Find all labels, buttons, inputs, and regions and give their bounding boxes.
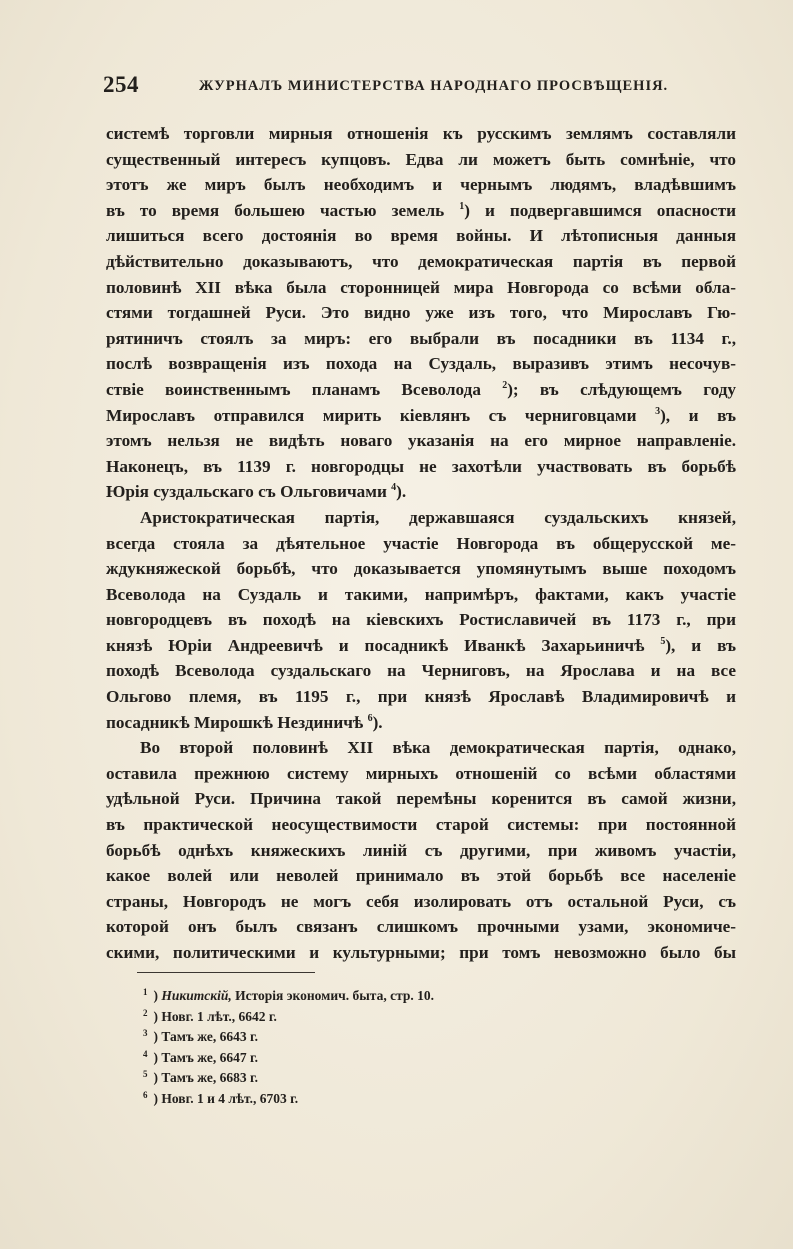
text-line (106, 710, 736, 736)
text-line: системѣ торговли мирныя отношенія къ русскимъ землямъ составляли (106, 124, 736, 143)
footnote-divider (137, 972, 315, 973)
footnote-text: Тамъ же, 6647 г. (161, 1049, 258, 1065)
text-span: ). (372, 712, 383, 732)
text-line: дѣйствительно доказываютъ, что демократическая партія въ первой (106, 251, 736, 271)
text-line (106, 633, 736, 659)
text-line: скими, политическими и культурными; при томъ невозможно было бы (106, 943, 736, 962)
text-line: новгородцевъ въ походѣ на кіевскихъ Ростиславичей въ 1173 г., при (106, 610, 736, 630)
text-line (106, 403, 736, 429)
text-span: Мирославъ отправился мирить кіевлянъ съ черниговцами (106, 405, 656, 425)
text-line: въ практической неосуществимости старой системы: при постоянной (106, 815, 736, 835)
footnote-ref[interactable]: 2 (502, 379, 508, 391)
footnote-ref[interactable]: 4 (391, 482, 397, 494)
footnote (143, 1064, 603, 1085)
footnote-text: Тамъ же, 6683 г. (161, 1070, 258, 1085)
footnote-text: Новг. 1 лѣт., 6642 г. (161, 1008, 277, 1024)
text-span: ), и въ (665, 635, 736, 655)
footnote-paren: ) (153, 1090, 158, 1106)
footnote-paren: ) (153, 1008, 158, 1024)
footnote-author: Никитскій, (161, 988, 232, 1003)
footnote-number: 1 (143, 987, 148, 997)
footnote (143, 1085, 603, 1106)
footnote-ref[interactable]: 6 (367, 712, 373, 724)
text-span: ); въ слѣдующемъ году (507, 379, 736, 399)
text-line: лишиться всего достоянія во время войны. И лѣтописныя данныя (106, 226, 736, 246)
text-line: которой онъ былъ связанъ слишкомъ прочными узами, экономиче- (106, 917, 736, 937)
footnote-number: 4 (143, 1048, 148, 1059)
text-line: Аристократическая партія, державшаяся суздальскихъ князей, (140, 507, 736, 527)
footnote-paren: ) (153, 988, 158, 1003)
text-line: Во второй половинѣ XII вѣка демократическая партія, однако, (140, 738, 736, 758)
text-line: половинѣ XII вѣка была сторонницей мира Новгорода со всѣми обла- (106, 277, 736, 297)
text-line: походѣ Всеволода суздальскаго на Черниговъ, на Ярослава и на все (106, 661, 736, 681)
footnote (143, 1023, 603, 1044)
footnote-ref[interactable]: 3 (655, 405, 661, 417)
footnote-number: 3 (143, 1028, 148, 1038)
body-text (106, 121, 736, 966)
text-line (106, 377, 736, 403)
text-line: оставила прежнюю систему мирныхъ отношеній со всѣми областями (106, 763, 736, 783)
text-span: ствіе воинственнымъ планамъ Всеволода (106, 379, 503, 399)
footnote (143, 1003, 603, 1024)
text-line: стями тогдашней Руси. Это видно уже изъ того, что Мирославъ Гю- (106, 303, 736, 323)
text-span: въ то время большею частью земель (106, 200, 460, 220)
footnote (143, 982, 603, 1003)
footnote-text: Исторія экономич. быта, стр. 10. (231, 988, 435, 1003)
text-span: ) и подвергавшимся опасности (464, 200, 736, 220)
text-span: князѣ Юріи Андреевичѣ и посадникѣ Иванкѣ Захарьиничѣ (106, 635, 661, 655)
text-line: этомъ нельзя не видѣть новаго указанія на его мирное направленіе. (106, 431, 736, 451)
text-span: посадникѣ Мирошкѣ Нездиничѣ (106, 712, 368, 732)
footnote-number: 5 (143, 1069, 148, 1079)
text-line: Наконецъ, въ 1139 г. новгородцы не захотѣли участвовать въ борьбѣ (106, 456, 736, 476)
text-line: ждукняжеской борьбѣ, что доказывается упомянутымъ выше походомъ (106, 559, 736, 579)
text-span: ). (396, 482, 407, 502)
text-line: какое волей или неволей принимало въ этой борьбѣ все населеніе (106, 866, 736, 886)
footnote-paren: ) (153, 1029, 158, 1044)
page-header (103, 72, 703, 102)
text-line: Ольгово племя, въ 1195 г., при князѣ Ярославѣ Владимировичѣ и (106, 687, 736, 707)
footnote-paren: ) (153, 1049, 158, 1065)
footnote-text: Новг. 1 и 4 лѣт., 6703 г. (161, 1090, 299, 1106)
text-line: этотъ же миръ былъ необходимъ и чернымъ людямъ, владѣвшимъ (106, 175, 736, 195)
text-line (106, 198, 736, 224)
text-line: рятиничъ стоялъ за миръ: его выбрали въ посадники въ 1134 г., (106, 328, 736, 348)
footnote-paren: ) (153, 1070, 158, 1085)
text-span: ), и въ (660, 405, 736, 425)
footnote-number: 6 (143, 1089, 148, 1100)
running-title: ЖУРНАЛЪ МИНИСТЕРСТВА НАРОДНАГО ПРОСВѢЩЕНІЯ. (199, 78, 669, 94)
text-line (106, 479, 736, 505)
text-line: страны, Новгородъ не могъ себя изолировать отъ остальной Руси, съ (106, 891, 736, 911)
footnotes (143, 982, 603, 1105)
text-line: удѣльной Руси. Причина такой перемѣны коренится въ самой жизни, (106, 789, 736, 809)
footnote-ref[interactable]: 5 (660, 635, 666, 647)
footnote-number: 2 (143, 1007, 148, 1018)
text-line: существенный интересъ купцовъ. Едва ли можетъ быть сомнѣніе, что (106, 149, 736, 169)
text-line: Всеволода на Суздаль и такими, напримѣръ, фактами, какъ участіе (106, 584, 736, 604)
footnote (143, 1044, 603, 1065)
footnote-text: Тамъ же, 6643 г. (161, 1029, 258, 1044)
footnote-ref[interactable]: 1 (459, 200, 465, 212)
text-line: всегда стояла за дѣятельное участіе Новгорода въ общерусской ме- (106, 533, 736, 553)
page-number: 254 (103, 72, 139, 97)
text-line: послѣ возвращенія изъ похода на Суздаль, выразивъ этимъ несочув- (106, 354, 736, 374)
text-line: борьбѣ однѣхъ княжескихъ линій съ другими, при живомъ участіи, (106, 840, 736, 860)
text-span: Юрія суздальскаго съ Ольговичами (106, 482, 392, 502)
